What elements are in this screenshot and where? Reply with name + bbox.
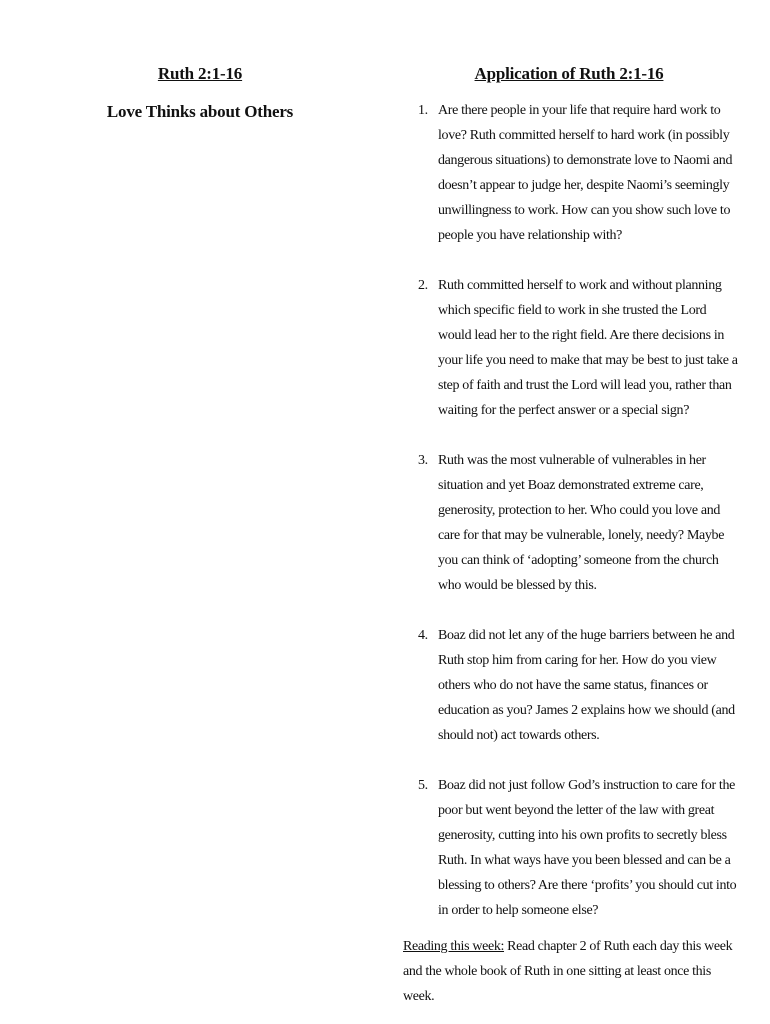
item-text: Boaz did not just follow God’s instruction to care for the poor but went beyond the letter of the law with great generosity, cutting into his own profits to secretly bless Ruth. In what ways have you been blessed and can be a blessing to others? Are there ‘profits’ you should cut into in order to help someone else? (438, 778, 737, 918)
item-number: 4. (418, 628, 428, 643)
item-number: 1. (418, 103, 428, 118)
item-number: 5. (418, 778, 428, 793)
passage-title: Ruth 2:1-16 (157, 64, 243, 83)
item-text: Ruth was the most vulnerable of vulnerables in her situation and yet Boaz demonstrated extreme care, generosity, protection to her. Who could you love and care for that may be vulnerable, lonely, needy? Maybe you can think of ‘adopting’ someone from the church who would be blessed by this. (438, 453, 725, 593)
list-item (398, 448, 740, 598)
item-text: Boaz did not let any of the huge barriers between he and Ruth stop him from caring for her. How do you view others who do not have the same status, finances or education as you? James 2 explains how we should (and should not) act towards others. (438, 628, 735, 743)
item-text: Ruth committed herself to work and without planning which specific field to work in she trusted the Lord would lead her to the right field. Are there decisions in your life you need to make that may be best to just take a step of faith and trust the Lord will lead you, rather than waiting for the perfect answer or a special sign? (438, 278, 738, 418)
reading-note (398, 934, 740, 1009)
item-text: Are there people in your life that require hard work to love? Ruth committed herself to hard work (in possibly dangerous situations) to demonstrate love to Naomi and doesn’t appear to judge her, despite Naomi’s seemingly unwillingness to work. How can you show such love to people you have relationship with? (438, 103, 733, 243)
reading-label: Reading this week: (403, 939, 505, 954)
right-column (398, 62, 740, 1009)
list-item (398, 98, 740, 248)
list-item (398, 623, 740, 748)
item-number: 2. (418, 278, 428, 293)
item-number: 3. (418, 453, 428, 468)
left-column (100, 62, 300, 124)
list-item (398, 273, 740, 423)
application-list (398, 98, 740, 923)
sermon-title: Love Thinks about Others (106, 102, 294, 121)
application-title: Application of Ruth 2:1-16 (474, 64, 664, 83)
reading-text: Read chapter 2 of Ruth each day this week and the whole book of Ruth in one sitting at least once this week. (403, 939, 733, 1004)
list-item (398, 773, 740, 923)
